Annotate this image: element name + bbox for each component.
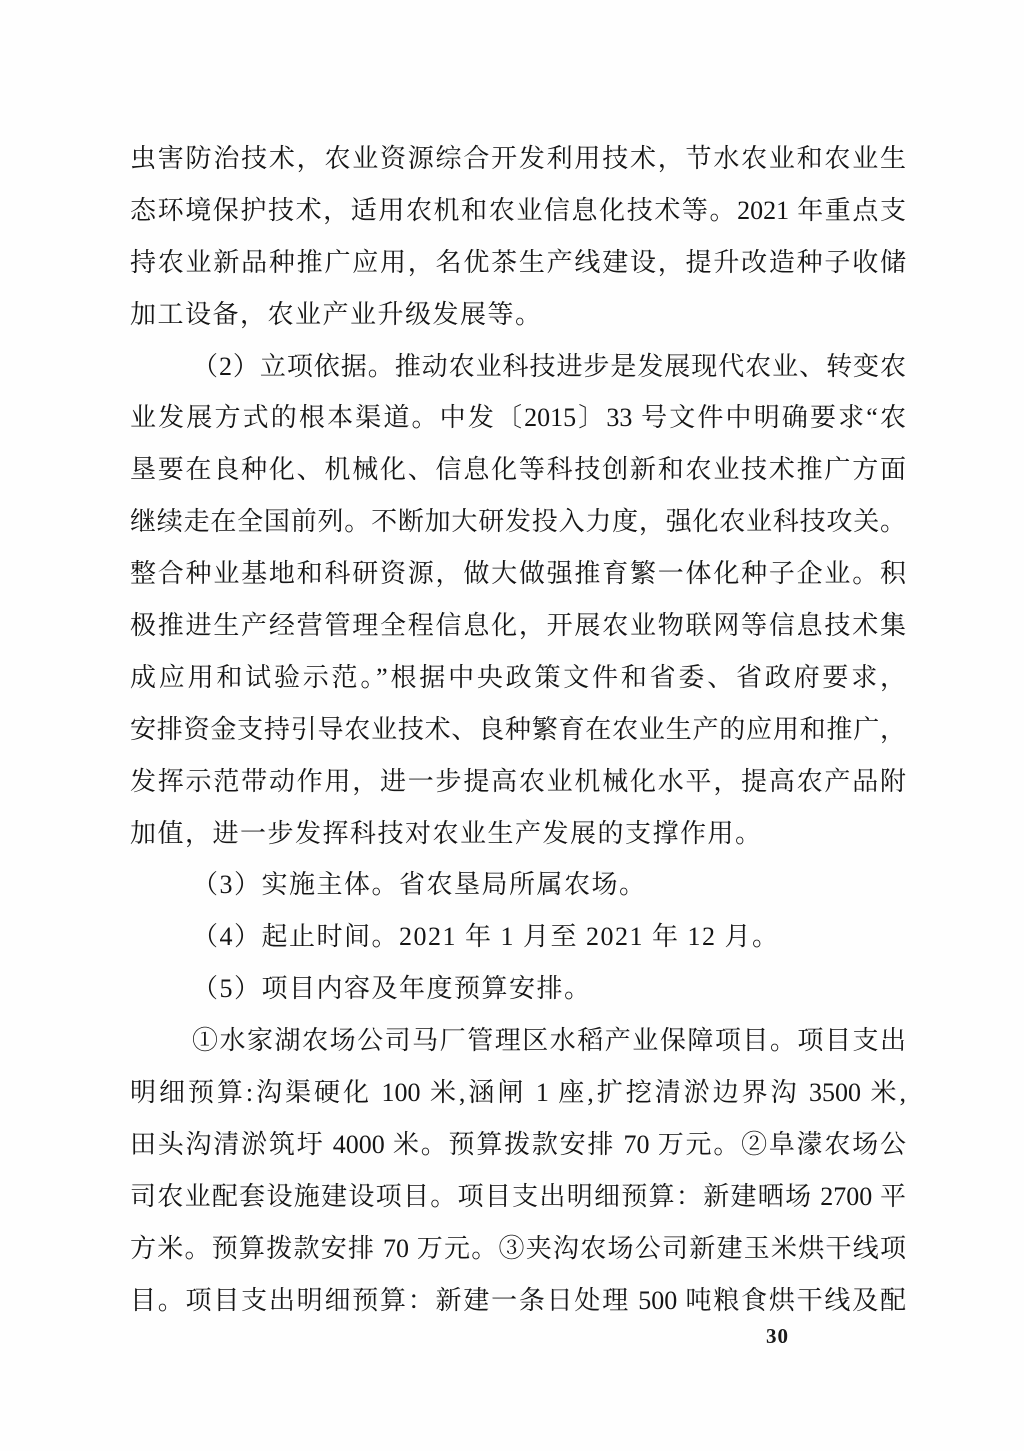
text-line: 目。项目支出明细预算：新建一条日处理 500 吨粮食烘干线及配 bbox=[130, 1285, 906, 1315]
text-line: 方米。预算拨款安排 70 万元。③夹沟农场公司新建玉米烘干线项 bbox=[130, 1233, 906, 1263]
text-line: 明细预算:沟渠硬化 100 米,涵闸 1 座,扩挖清淤边界沟 3500 米, bbox=[130, 1078, 906, 1108]
page-number: 30 bbox=[766, 1324, 789, 1348]
text-line: 持农业新品种推广应用，名优茶生产线建设，提升改造种子收储 bbox=[130, 247, 906, 277]
text-line: （3）实施主体。省农垦局所属农场。 bbox=[192, 870, 647, 900]
text-line: 垦要在良种化、机械化、信息化等科技创新和农业技术推广方面 bbox=[130, 455, 906, 485]
text-line: 加值，进一步发挥科技对农业生产发展的支撑作用。 bbox=[130, 818, 763, 848]
text-line: （5）项目内容及年度预算安排。 bbox=[192, 974, 592, 1004]
text-line: 司农业配套设施建设项目。项目支出明细预算：新建晒场 2700 平 bbox=[130, 1181, 906, 1211]
text-line: 极推进生产经营管理全程信息化，开展农业物联网等信息技术集 bbox=[130, 611, 906, 641]
text-line: 态环境保护技术，适用农机和农业信息化技术等。2021 年重点支 bbox=[130, 195, 906, 225]
document-body bbox=[130, 133, 906, 1326]
text-line: 继续走在全国前列。不断加大研发投入力度，强化农业科技攻关。 bbox=[130, 507, 906, 537]
text-line: 成应用和试验示范。”根据中央政策文件和省委、省政府要求， bbox=[130, 662, 906, 692]
text-line: 田头沟清淤筑圩 4000 米。预算拨款安排 70 万元。②阜濛农场公 bbox=[130, 1129, 906, 1159]
text-line: 加工设备，农业产业升级发展等。 bbox=[130, 299, 543, 329]
text-line: 安排资金支持引导农业技术、良种繁育在农业生产的应用和推广， bbox=[130, 714, 906, 744]
text-line: 虫害防治技术，农业资源综合开发利用技术，节水农业和农业生 bbox=[130, 144, 906, 173]
text-line: （4）起止时间。2021 年 1 月至 2021 年 12 月。 bbox=[192, 922, 780, 952]
text-line: 业发展方式的根本渠道。中发〔2015〕33 号文件中明确要求“农 bbox=[130, 403, 906, 433]
text-line: （2）立项依据。推动农业科技进步是发展现代农业、转变农 bbox=[192, 351, 906, 381]
text-line: 发挥示范带动作用，进一步提高农业机械化水平，提高农产品附 bbox=[130, 766, 906, 796]
text-line: ①水家湖农场公司马厂管理区水稻产业保障项目。项目支出 bbox=[192, 1026, 906, 1056]
text-line: 整合种业基地和科研资源，做大做强推育繁一体化种子企业。积 bbox=[130, 559, 906, 589]
